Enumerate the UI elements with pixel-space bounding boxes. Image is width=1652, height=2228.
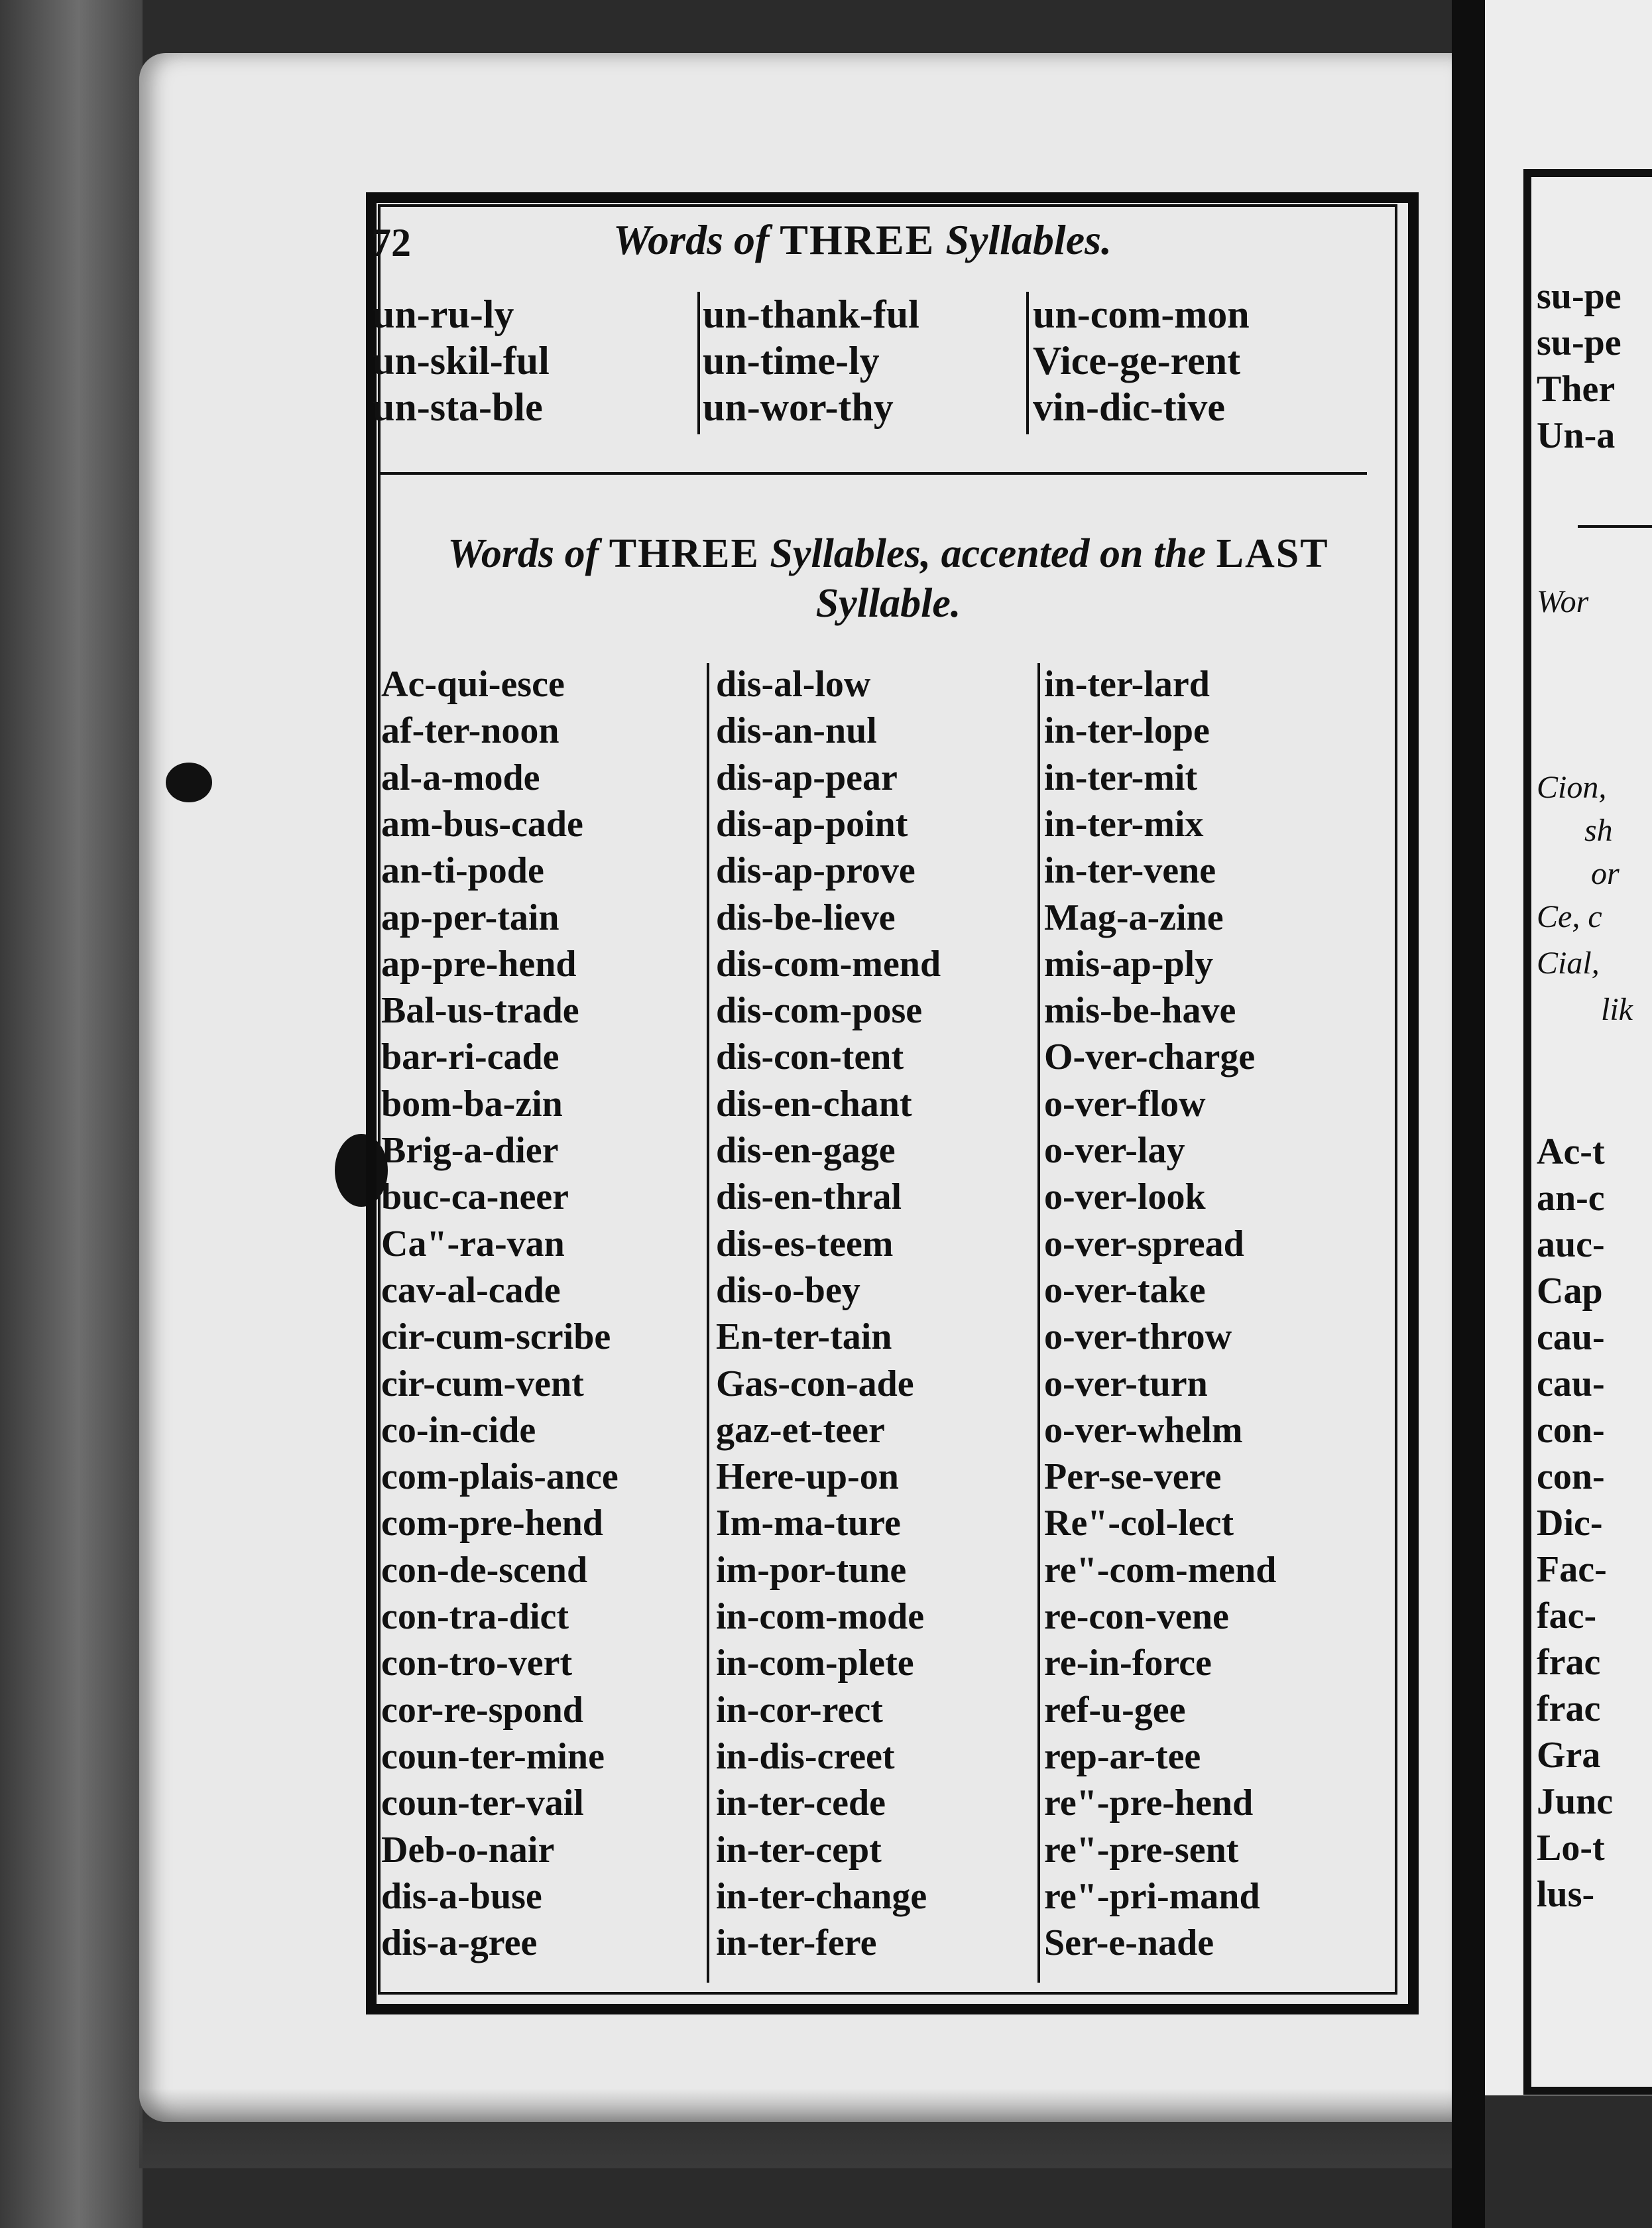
section-title-emph2: LAST <box>1216 531 1329 576</box>
running-title-emph: THREE <box>780 216 935 263</box>
word-entry: O-ver-charge <box>1044 1036 1256 1078</box>
word-entry: dis-be-lieve <box>716 897 896 938</box>
running-title-prefix: Words of <box>613 216 780 263</box>
next-page-word: Dic- <box>1537 1503 1603 1544</box>
running-title-suffix: Syllables. <box>935 216 1112 263</box>
word-entry: gaz-et-teer <box>716 1410 885 1451</box>
next-page-word: Ac-t <box>1537 1131 1605 1172</box>
word-entry: in-ter-fere <box>716 1922 877 1963</box>
section-title-prefix: Words of <box>447 531 609 576</box>
word-entry: dis-o-bey <box>716 1270 860 1311</box>
word-entry: o-ver-spread <box>1044 1223 1244 1265</box>
word-entry: o-ver-throw <box>1044 1316 1232 1357</box>
word-entry: dis-a-buse <box>381 1876 542 1917</box>
word-entry: in-dis-creet <box>716 1736 895 1777</box>
top-word: un-time-ly <box>703 339 880 383</box>
word-entry: dis-com-mend <box>716 944 941 985</box>
word-entry: mis-ap-ply <box>1044 944 1214 985</box>
next-page-word: fac- <box>1537 1595 1597 1637</box>
word-entry: cir-cum-scribe <box>381 1316 611 1357</box>
word-entry: dis-al-low <box>716 664 871 705</box>
word-entry: dis-a-gree <box>381 1922 538 1963</box>
next-page-rule <box>1578 525 1652 528</box>
next-page-word: Fac- <box>1537 1549 1607 1590</box>
word-entry: cor-re-spond <box>381 1690 583 1731</box>
next-page-word: lik <box>1601 992 1633 1027</box>
page-shadow <box>139 2089 1472 2168</box>
word-entry: dis-en-gage <box>716 1130 896 1171</box>
word-entry: in-ter-mit <box>1044 757 1198 798</box>
column-divider <box>1037 663 1040 1983</box>
word-entry: o-ver-whelm <box>1044 1410 1243 1451</box>
top-word: un-wor-thy <box>703 385 894 429</box>
next-page-word: Cial, <box>1537 946 1600 981</box>
word-entry: af-ter-noon <box>381 710 560 751</box>
top-word: un-com-mon <box>1033 292 1250 336</box>
word-entry: com-plais-ance <box>381 1456 619 1497</box>
top-word: un-sta-ble <box>373 385 543 429</box>
word-entry: buc-ca-neer <box>381 1176 569 1217</box>
word-entry: cir-cum-vent <box>381 1363 584 1404</box>
column-divider <box>707 663 709 1983</box>
word-entry: in-ter-cept <box>716 1829 882 1871</box>
word-entry: in-com-mode <box>716 1596 925 1637</box>
word-entry: in-ter-cede <box>716 1782 886 1824</box>
top-word: un-ru-ly <box>373 292 514 336</box>
word-entry: in-ter-vene <box>1044 850 1216 891</box>
word-entry: con-de-scend <box>381 1550 588 1591</box>
next-page-word: con- <box>1537 1456 1605 1497</box>
word-entry: Re"-col-lect <box>1044 1503 1234 1544</box>
next-page-word: or <box>1591 856 1620 891</box>
word-entry: am-bus-cade <box>381 804 583 845</box>
next-page-word: Cion, <box>1537 770 1607 805</box>
word-entry: Gas-con-ade <box>716 1363 914 1404</box>
next-page-word: Lo-t <box>1537 1827 1605 1869</box>
word-entry: Mag-a-zine <box>1044 897 1224 938</box>
word-entry: bar-ri-cade <box>381 1036 560 1078</box>
next-page-word: Cap <box>1537 1270 1603 1312</box>
word-entry: Ser-e-nade <box>1044 1922 1214 1963</box>
word-entry: dis-es-teem <box>716 1223 894 1265</box>
next-page-word: Un-a <box>1537 415 1616 456</box>
section-title-mid: Syllables, accented on the <box>759 531 1216 576</box>
word-entry: in-ter-mix <box>1044 804 1204 845</box>
word-entry: ref-u-gee <box>1044 1690 1186 1731</box>
running-title <box>613 216 1112 265</box>
word-entry: dis-en-chant <box>716 1083 912 1125</box>
word-entry: re"-pri-mand <box>1044 1876 1260 1917</box>
word-entry: in-com-plete <box>716 1642 914 1684</box>
word-entry: bom-ba-zin <box>381 1083 563 1125</box>
column-divider <box>1026 292 1029 434</box>
word-entry: an-ti-pode <box>381 850 544 891</box>
word-entry: Ca"-ra-van <box>381 1223 565 1265</box>
word-entry: coun-ter-mine <box>381 1736 605 1777</box>
next-page-word: cau- <box>1537 1363 1605 1404</box>
top-word: un-thank-ful <box>703 292 919 336</box>
word-entry: ap-per-tain <box>381 897 560 938</box>
next-page-word: Ce, c <box>1537 899 1602 934</box>
word-entry: Bal-us-trade <box>381 990 579 1031</box>
section-title-emph: THREE <box>609 531 760 576</box>
page-number: 72 <box>371 221 411 265</box>
word-entry: al-a-mode <box>381 757 540 798</box>
word-entry: Deb-o-nair <box>381 1829 555 1871</box>
word-entry: Im-ma-ture <box>716 1503 901 1544</box>
ink-blot <box>166 763 212 802</box>
word-entry: in-ter-lope <box>1044 710 1210 751</box>
next-page-word: Gra <box>1537 1735 1601 1776</box>
word-entry: im-por-tune <box>716 1550 907 1591</box>
word-entry: dis-ap-point <box>716 804 908 845</box>
word-entry: re-con-vene <box>1044 1596 1229 1637</box>
next-page-word: sh <box>1584 813 1613 848</box>
word-entry: com-pre-hend <box>381 1503 603 1544</box>
next-page-word: su-pe <box>1537 276 1622 317</box>
top-word: vin-dic-tive <box>1033 385 1225 429</box>
word-entry: co-in-cide <box>381 1410 536 1451</box>
word-entry: o-ver-take <box>1044 1270 1206 1311</box>
word-entry: dis-an-nul <box>716 710 877 751</box>
word-entry: re-in-force <box>1044 1642 1212 1684</box>
section-title-line2: Syllable. <box>815 581 961 626</box>
word-entry: o-ver-turn <box>1044 1363 1208 1404</box>
word-entry: coun-ter-vail <box>381 1782 584 1824</box>
word-entry: con-tro-vert <box>381 1642 573 1684</box>
word-entry: o-ver-flow <box>1044 1083 1206 1125</box>
word-entry: cav-al-cade <box>381 1270 561 1311</box>
word-entry: mis-be-have <box>1044 990 1236 1031</box>
word-entry: dis-com-pose <box>716 990 923 1031</box>
next-page-word: frac <box>1537 1642 1601 1683</box>
word-entry: ap-pre-hend <box>381 944 577 985</box>
word-entry: Ac-qui-esce <box>381 664 565 705</box>
word-entry: re"-com-mend <box>1044 1550 1277 1591</box>
word-entry: in-ter-change <box>716 1876 927 1917</box>
word-entry: dis-ap-pear <box>716 757 898 798</box>
column-divider <box>697 292 700 434</box>
next-page-word: con- <box>1537 1410 1605 1451</box>
next-page-word: frac <box>1537 1688 1601 1729</box>
word-entry: re"-pre-sent <box>1044 1829 1239 1871</box>
section-title-line1 <box>398 530 1379 578</box>
next-page-word: auc- <box>1537 1224 1605 1265</box>
word-entry: Brig-a-dier <box>381 1130 559 1171</box>
word-entry: dis-en-thral <box>716 1176 902 1217</box>
word-entry: Here-up-on <box>716 1456 899 1497</box>
next-page-word: an-c <box>1537 1178 1605 1219</box>
top-word: un-skil-ful <box>373 339 550 383</box>
next-page-word: Junc <box>1537 1781 1614 1822</box>
word-entry: rep-ar-tee <box>1044 1736 1201 1777</box>
word-entry: re"-pre-hend <box>1044 1782 1254 1824</box>
next-page-word: Ther <box>1537 369 1616 410</box>
word-entry: con-tra-dict <box>381 1596 569 1637</box>
word-entry: in-ter-lard <box>1044 664 1210 705</box>
section-divider <box>379 472 1367 475</box>
word-entry: in-cor-rect <box>716 1690 883 1731</box>
word-entry: En-ter-tain <box>716 1316 892 1357</box>
next-page <box>1485 0 1652 2095</box>
next-page-word: su-pe <box>1537 322 1622 363</box>
next-page-word: Wor <box>1537 584 1589 619</box>
word-entry: dis-ap-prove <box>716 850 915 891</box>
word-entry: o-ver-lay <box>1044 1130 1185 1171</box>
next-page-word: cau- <box>1537 1317 1605 1358</box>
word-entry: o-ver-look <box>1044 1176 1206 1217</box>
book-gutter <box>1452 0 1485 2228</box>
word-entry: Per-se-vere <box>1044 1456 1222 1497</box>
book-edge <box>0 0 143 2228</box>
top-word: Vice-ge-rent <box>1033 339 1241 383</box>
next-page-word: lus- <box>1537 1874 1595 1915</box>
word-entry: dis-con-tent <box>716 1036 904 1078</box>
